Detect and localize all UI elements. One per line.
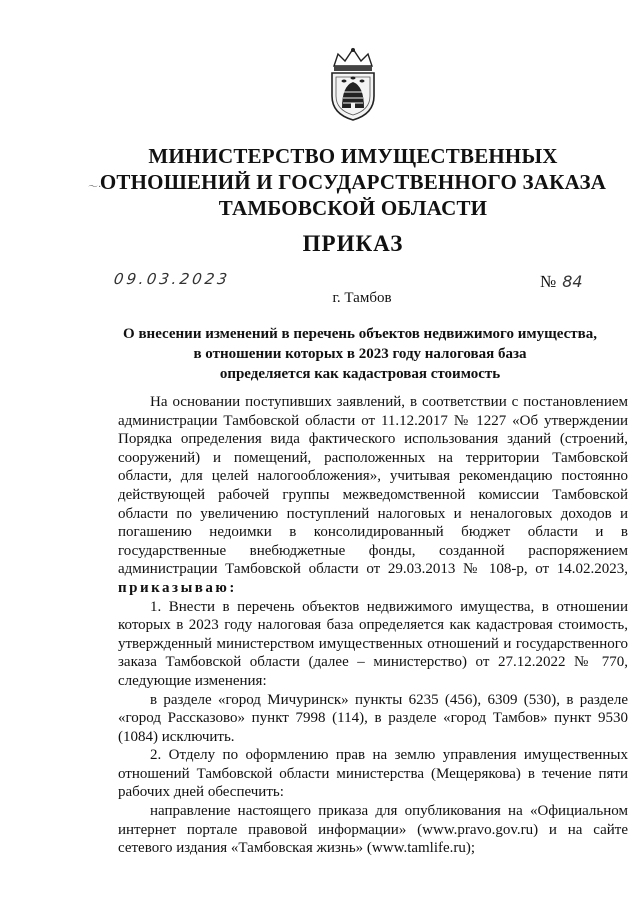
- ministry-name-line2: ОТНОШЕНИЙ И ГОСУДАРСТВЕННОГО ЗАКАЗА: [99, 170, 607, 194]
- city: г. Тамбов: [332, 290, 392, 306]
- item-1-changes-paragraph: в разделе «город Мичуринск» пункты 6235 (456), 6309 (530), в разделе «город Рассказово» пункт 7998 (114), в разделе «город Тамбов» пункт 9530 (1084) исключить.: [118, 691, 628, 745]
- order-word: приказываю:: [118, 579, 237, 596]
- preamble-text: На основании поступивших заявлений, в соответствии с постановлением администрации Тамбовской области от 11.12.2017 № 1227 «Об утверждении Порядка определения вида фактического использования зданий (строений, сооружений) и помещений, расположенных на территории Тамбовской области, для целей налогообложения», учитывая рекомендацию постоянно действующей рабочей группы межведомственной комиссии Тамбовской области по увеличению поступлений налоговых и неналоговых доходов и погашению недоимки в консолидированный бюджет области и в государственные внебюджетные фонды, созданной распоряжением администрации Тамбовской области от 29.03.2013 № 108-р, от 14.02.2023,: [118, 394, 628, 578]
- order-title-line3: определяется как кадастровая стоимость: [219, 366, 501, 382]
- item-1-paragraph: 1. Внести в перечень объектов недвижимого имущества, в отношении которых в 2023 году налоговая база определяется как кадастровая стоимость, утвержденный министерством имущественных отношений и государственного заказа Тамбовской области (далее – министерство) от 27.12.2022 № 770, следующие изменения:: [118, 598, 628, 689]
- preamble-paragraph: [118, 393, 628, 598]
- coat-of-arms-emblem: [322, 46, 384, 122]
- ministry-name-line3: ТАМБОВСКОЙ ОБЛАСТИ: [218, 196, 488, 220]
- order-title-line1: О внесении изменений в перечень объектов недвижимого имущества,: [123, 326, 597, 342]
- item-2-paragraph: 2. Отделу по оформлению прав на землю управления имущественных отношений Тамбовской области министерства (Мещерякова) в течение пяти рабочих дней обеспечить:: [118, 747, 628, 801]
- ministry-name: [80, 143, 626, 221]
- order-body: [118, 393, 628, 858]
- order-number: [540, 272, 583, 292]
- margin-mark: ～·: [88, 182, 102, 193]
- order-number-handwritten: 84: [562, 272, 583, 291]
- document-type: ПРИКАЗ: [302, 231, 404, 256]
- order-title: [110, 324, 610, 384]
- number-sign: №: [540, 272, 557, 291]
- order-title-line2: в отношении которых в 2023 году налоговая база: [193, 346, 527, 362]
- ministry-name-line1: МИНИСТЕРСТВО ИМУЩЕСТВЕННЫХ: [148, 144, 558, 168]
- order-date-handwritten: 09.03.2023: [112, 270, 232, 288]
- item-2-publication-paragraph: направление настоящего приказа для опубликования на «Официальном интернет портале правовой информации» (www.pravo.gov.ru) и на сайте сетевого издания «Тамбовская жизнь» (www.tamlife.ru);: [118, 803, 628, 857]
